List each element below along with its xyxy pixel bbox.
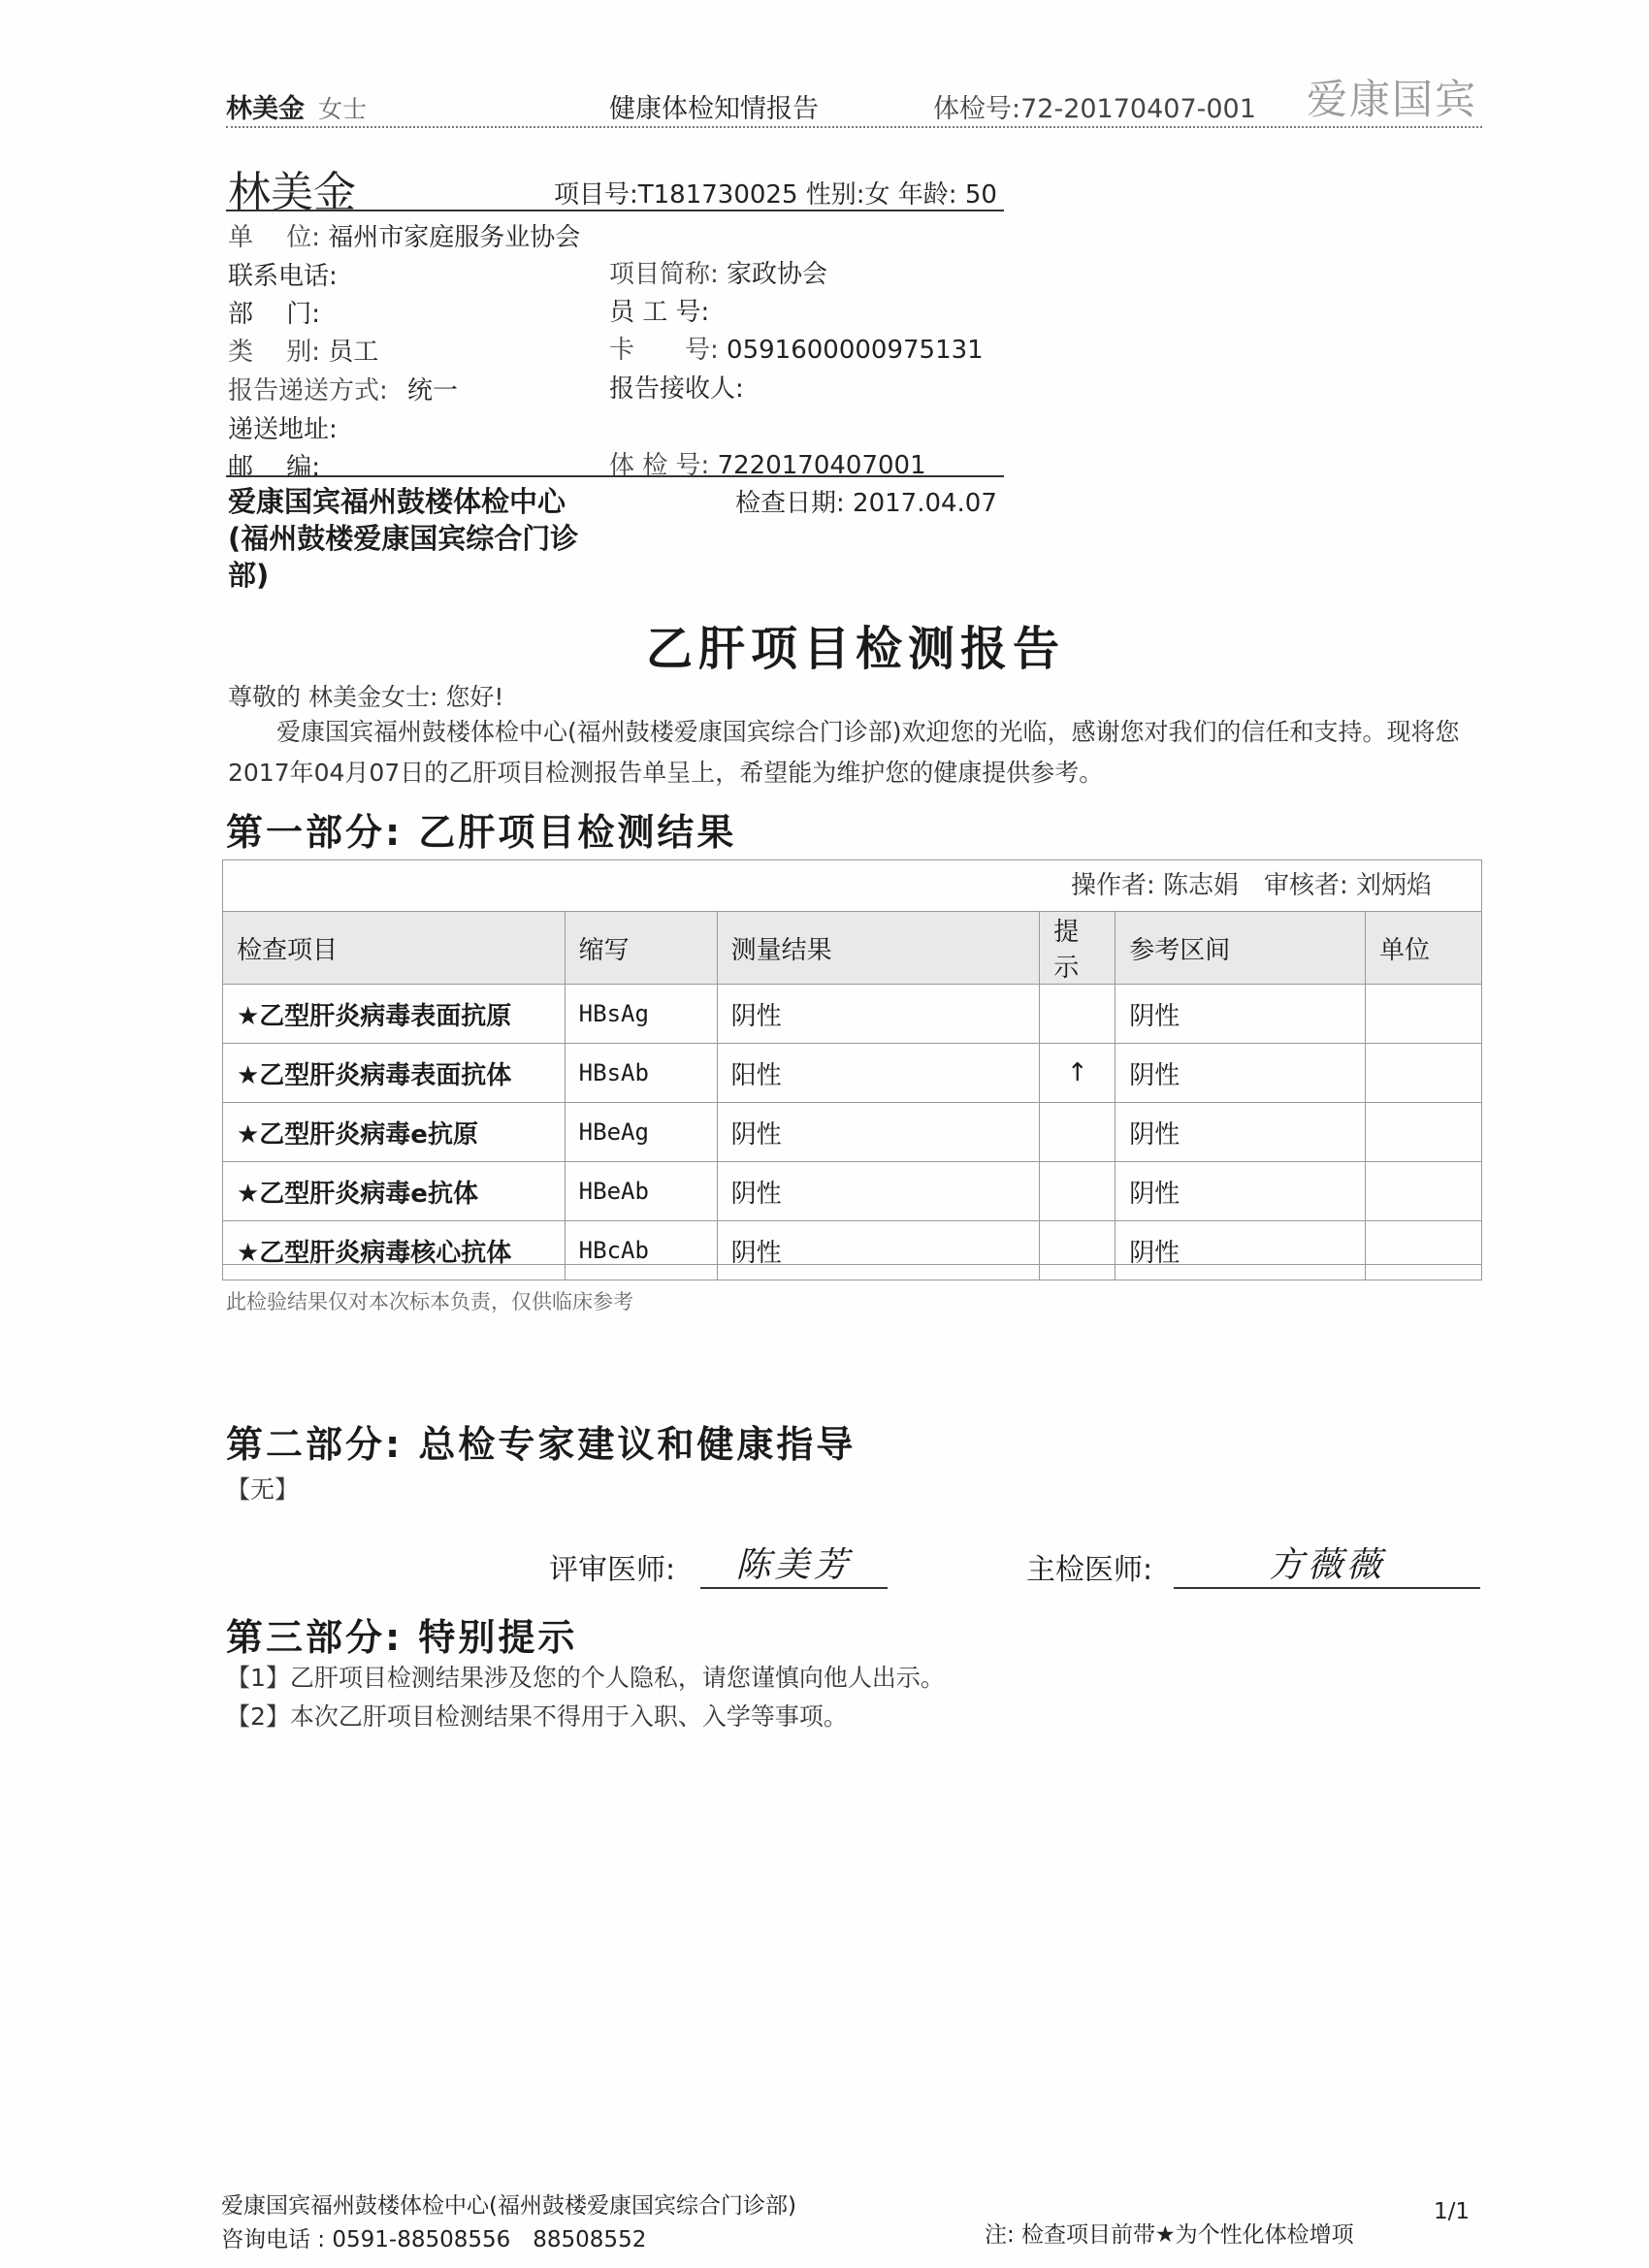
chief-label: 主检医师: xyxy=(1026,1553,1153,1587)
part2-content: 【无】 xyxy=(226,1475,300,1504)
cell-ref: 阴性 xyxy=(1116,1103,1366,1162)
header-title: 女士 xyxy=(318,95,368,123)
cell-hint: ↑ xyxy=(1040,1044,1116,1103)
project-line: 项目号:T181730025 性别:女 年龄: 50 xyxy=(554,180,997,210)
cell-abbr: HBsAg xyxy=(565,985,717,1044)
patient-rule-bottom xyxy=(226,475,1004,477)
phone-label: 联系电话: xyxy=(228,262,338,291)
card-row xyxy=(609,330,984,366)
exam-no-value: 7220170407001 xyxy=(717,451,926,480)
cell-item: ★乙型肝炎病毒核心抗体 xyxy=(223,1221,566,1280)
table-row xyxy=(223,985,1482,1044)
cell-item: ★乙型肝炎病毒e抗体 xyxy=(223,1162,566,1221)
card-value: 0591600000975131 xyxy=(727,336,984,365)
header-patient xyxy=(226,87,367,125)
footer-center: 爱康国宾福州鼓楼体检中心(福州鼓楼爱康国宾综合门诊部) xyxy=(221,2193,796,2219)
part2-title: 第二部分: 总检专家建议和健康指导 xyxy=(226,1423,857,1466)
cell-hint xyxy=(1040,985,1116,1044)
cell-hint xyxy=(1040,1162,1116,1221)
col-header: 单位 xyxy=(1366,912,1482,985)
table-row xyxy=(223,1221,1482,1280)
cell-ref: 阴性 xyxy=(1116,1221,1366,1280)
cell-ref: 阴性 xyxy=(1116,1162,1366,1221)
tip-item: 【2】本次乙肝项目检测结果不得用于入职、入学等事项。 xyxy=(226,1702,848,1731)
project-short-row xyxy=(609,254,827,290)
report-title: 乙肝项目检测报告 xyxy=(646,622,1066,676)
col-header: 参考区间 xyxy=(1116,912,1366,985)
patient-name: 林美金 xyxy=(228,168,356,217)
cell-result: 阴性 xyxy=(717,1162,1040,1221)
postcode-label: 邮 编: xyxy=(228,453,321,482)
cell-ref: 阴性 xyxy=(1116,1044,1366,1103)
cell-unit xyxy=(1366,1103,1482,1162)
cell-abbr: HBeAg xyxy=(565,1103,717,1162)
exam-date: 检查日期: 2017.04.07 xyxy=(735,489,997,518)
table-row xyxy=(223,1103,1482,1162)
project-short-value: 家政协会 xyxy=(727,260,828,289)
cell-result: 阳性 xyxy=(717,1044,1040,1103)
tip-item: 【1】乙肝项目检测结果涉及您的个人隐私，请您谨慎向他人出示。 xyxy=(226,1664,945,1692)
project-short-label: 项目简称: xyxy=(609,260,719,289)
cell-unit xyxy=(1366,1162,1482,1221)
chief-signature: 方薇薇 xyxy=(1174,1538,1480,1589)
cell-abbr: HBeAb xyxy=(565,1162,717,1221)
cell-abbr: HBcAb xyxy=(565,1221,717,1280)
delivery-row xyxy=(228,371,458,406)
category-row xyxy=(228,332,378,368)
part3-title: 第三部分: 特别提示 xyxy=(226,1616,578,1659)
intro-paragraph: 爱康国宾福州鼓楼体检中心(福州鼓楼爱康国宾综合门诊部)欢迎您的光临，感谢您对我们的信任和支持。现将您2017年04月07日的乙肝项目检测报告单呈上，希望能为维护您的健康提供参考。 xyxy=(228,718,1460,787)
cell-hint xyxy=(1040,1103,1116,1162)
cell-unit xyxy=(1366,985,1482,1044)
cell-result: 阴性 xyxy=(717,1221,1040,1280)
header-exam-no: 体检号:72-20170407-001 xyxy=(933,94,1256,124)
brand-logo-text: 爱康国宾 xyxy=(1307,76,1478,123)
operators: 操作者: 陈志娟 审核者: 刘炳焰 xyxy=(1071,871,1433,900)
header-name: 林美金 xyxy=(226,94,305,124)
cell-result: 阴性 xyxy=(717,1103,1040,1162)
unit-value: 福州市家庭服务业协会 xyxy=(328,223,581,252)
cell-abbr: HBsAb xyxy=(565,1044,717,1103)
results-note: 此检验结果仅对本次标本负责，仅供临床参考 xyxy=(226,1290,633,1313)
unit-row xyxy=(228,217,580,253)
greeting: 尊敬的 林美金女士: 您好! xyxy=(228,683,504,711)
delivery-value: 统一 xyxy=(407,376,459,405)
footer-note: 注: 检查项目前带★为个性化体检增项 xyxy=(985,2222,1354,2248)
patient-rule-top xyxy=(226,210,1004,211)
reviewer-label: 评审医师: xyxy=(549,1553,676,1587)
table-row xyxy=(223,1162,1482,1221)
table-header-row xyxy=(223,912,1482,985)
center-name: 爱康国宾福州鼓楼体检中心(福州鼓楼爱康国宾综合门诊部) xyxy=(228,485,579,592)
cell-result: 阴性 xyxy=(717,985,1040,1044)
receiver-label: 报告接收人: xyxy=(609,374,744,404)
table-row xyxy=(223,1044,1482,1103)
results-table xyxy=(222,911,1482,1280)
cell-item: ★乙型肝炎病毒表面抗原 xyxy=(223,985,566,1044)
exam-no-label: 体 检 号: xyxy=(609,451,710,480)
col-header: 缩写 xyxy=(565,912,717,985)
header-report-type: 健康体检知情报告 xyxy=(609,94,819,124)
page-number: 1/1 xyxy=(1434,2199,1471,2224)
footer-phone: 咨询电话 : 0591-88508556 88508552 xyxy=(221,2227,647,2252)
cell-unit xyxy=(1366,1044,1482,1103)
col-header: 提示 xyxy=(1040,912,1116,985)
header-rule xyxy=(226,126,1482,128)
card-label: 卡 号: xyxy=(609,336,719,365)
address-label: 递送地址: xyxy=(228,415,338,444)
emp-no-label: 员 工 号: xyxy=(609,298,710,327)
cell-ref: 阴性 xyxy=(1116,985,1366,1044)
col-header: 测量结果 xyxy=(717,912,1040,985)
delivery-label: 报告递送方式: xyxy=(228,376,388,405)
cell-unit xyxy=(1366,1221,1482,1280)
category-value: 员工 xyxy=(328,338,379,367)
cell-item: ★乙型肝炎病毒表面抗体 xyxy=(223,1044,566,1103)
dept-label: 部 门: xyxy=(228,300,321,329)
category-label: 类 别: xyxy=(228,338,321,367)
cell-item: ★乙型肝炎病毒e抗原 xyxy=(223,1103,566,1162)
unit-label: 单 位: xyxy=(228,223,321,252)
col-header: 检查项目 xyxy=(223,912,566,985)
cell-hint xyxy=(1040,1221,1116,1280)
reviewer-signature: 陈美芳 xyxy=(700,1538,888,1589)
part1-title: 第一部分: 乙肝项目检测结果 xyxy=(226,811,737,854)
